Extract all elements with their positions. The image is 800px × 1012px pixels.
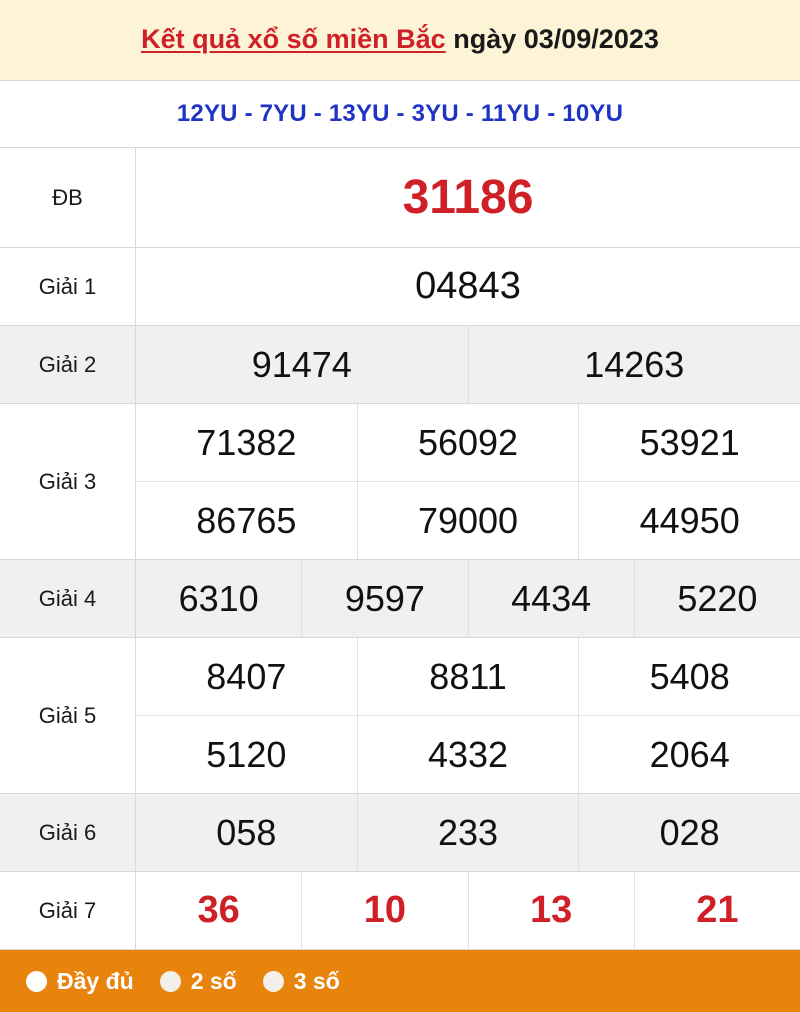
prize-value: 71382: [136, 404, 358, 481]
table-row-g4: [0, 560, 800, 638]
filter-option-label: Đầy đủ: [57, 967, 134, 994]
result-date: ngày 03/09/2023: [453, 24, 659, 55]
values-line: [136, 794, 800, 871]
prize-value: 13: [469, 872, 635, 949]
row-label-g4: Giải 4: [0, 560, 136, 637]
prize-value: 14263: [584, 343, 685, 385]
prize-value: 233: [358, 794, 580, 871]
table-row-db: [0, 148, 800, 248]
prize-value: 4434: [469, 560, 635, 637]
table-row-g7: [0, 872, 800, 950]
page-title: Kết quả xổ số miền Bắc: [141, 24, 446, 55]
radio-icon[interactable]: [263, 971, 284, 992]
table-row-g3: [0, 404, 800, 560]
results-table: [0, 148, 800, 950]
radio-icon[interactable]: [160, 971, 181, 992]
table-row-g5: [0, 638, 800, 794]
prize-value: 56092: [358, 404, 580, 481]
prize-value: 31186: [402, 171, 534, 225]
row-values-g5: [136, 638, 800, 793]
prize-value: 5220: [677, 577, 758, 619]
row-values-g3: [136, 404, 800, 559]
row-values-g6: [136, 794, 800, 871]
table-row-g6: [0, 794, 800, 872]
values-line: [136, 148, 800, 247]
filter-option-3-digits[interactable]: [263, 968, 340, 995]
prize-value: 2064: [649, 733, 730, 775]
prize-value: 10: [302, 872, 468, 949]
prize-value: 91474: [136, 326, 469, 403]
prize-value: 36: [136, 872, 302, 949]
prize-value: 058: [136, 794, 358, 871]
values-line: [136, 638, 800, 715]
row-values-g2: [136, 326, 800, 403]
filter-option-label: 3 số: [293, 967, 340, 994]
table-row-g2: [0, 326, 800, 404]
row-label-g5: Giải 5: [0, 638, 136, 793]
values-line: [136, 404, 800, 481]
values-line: [136, 872, 800, 949]
footer-filter-bar: [0, 950, 800, 1012]
filter-option-label: 2 số: [190, 967, 237, 994]
values-line: [136, 715, 800, 793]
header-text: [141, 24, 659, 55]
filter-option-2-digits[interactable]: [160, 968, 237, 995]
values-line: [136, 481, 800, 559]
radio-icon[interactable]: [26, 971, 47, 992]
row-label-g2: Giải 2: [0, 326, 136, 403]
code-list: 12YU - 7YU - 13YU - 3YU - 11YU - 10YU: [176, 99, 624, 127]
code-row: [0, 81, 800, 149]
values-line: [136, 248, 800, 325]
values-line: [136, 326, 800, 403]
prize-value: 53921: [639, 421, 740, 463]
row-label-g3: Giải 3: [0, 404, 136, 559]
table-row-g1: [0, 248, 800, 326]
row-values-g4: [136, 560, 800, 637]
prize-value: 5408: [649, 655, 730, 697]
row-values-db: [136, 148, 800, 247]
row-label-g1: Giải 1: [0, 248, 136, 325]
prize-value: 6310: [136, 560, 302, 637]
prize-value: 9597: [302, 560, 468, 637]
row-label-g6: Giải 6: [0, 794, 136, 871]
page-header: [0, 0, 800, 81]
row-label-db: ĐB: [0, 148, 136, 247]
values-line: [136, 560, 800, 637]
row-values-g7: [136, 872, 800, 949]
filter-option-full[interactable]: [26, 968, 134, 995]
prize-value: 5120: [136, 716, 358, 793]
prize-value: 04843: [415, 265, 521, 308]
prize-value: 79000: [358, 482, 580, 559]
row-label-g7: Giải 7: [0, 872, 136, 949]
prize-value: 8407: [136, 638, 358, 715]
prize-value: 21: [696, 889, 739, 932]
prize-value: 86765: [136, 482, 358, 559]
prize-value: 8811: [358, 638, 580, 715]
prize-value: 44950: [639, 499, 740, 541]
prize-value: 028: [659, 811, 720, 853]
prize-value: 4332: [358, 716, 580, 793]
row-values-g1: [136, 248, 800, 325]
